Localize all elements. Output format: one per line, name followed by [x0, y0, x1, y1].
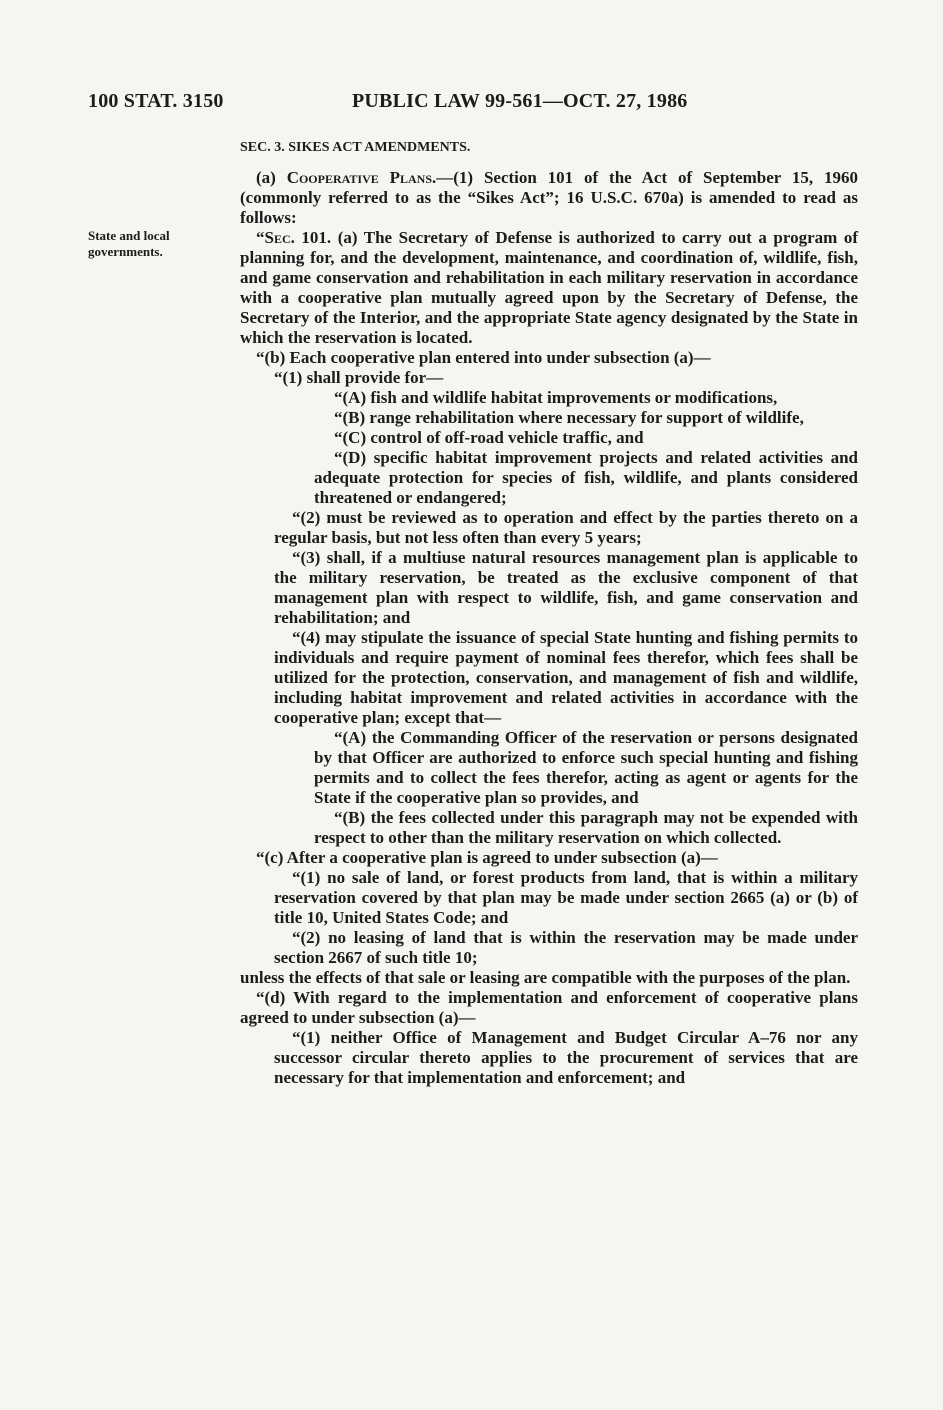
margin-note [88, 228, 218, 260]
page-header [88, 90, 868, 118]
paragraph-c-tail: unless the effects of that sale or leasing are compatible with the purposes of the plan. [240, 968, 851, 987]
paragraph-d1: “(1) neither Office of Management and Budget Circular A–76 nor any successor circular thereto applies to the procurement of services that are necessary for that implementation and enforcement; and [274, 1028, 858, 1087]
paragraph-b1C: “(C) control of off-road vehicle traffic, and [334, 428, 644, 447]
paragraph-b1D: “(D) specific habitat improvement projects and related activities and adequate protection for species of fish, wildlife, and plants considered threatened or endangered; [314, 448, 858, 507]
paragraph-b1: “(1) shall provide for— [274, 368, 444, 387]
paragraph-b4: “(4) may stipulate the issuance of special State hunting and fishing permits to individuals and require payment of nominal fees therefor, which fees shall be utilized for the protection, conservation, and management of fish and wildlife, including habitat improvement and related activities in accordance with the cooperative plan; except that— [274, 628, 858, 727]
paragraph-a-label: (a) [256, 168, 287, 187]
paragraph-b4B: “(B) the fees collected under this paragraph may not be expended with respect to other than the military reservation on which collected. [314, 808, 858, 847]
margin-note-line: State and local [88, 228, 170, 243]
paragraph-d: “(d) With regard to the implementation and enforcement of cooperative plans agreed to under subsection (a)— [240, 988, 858, 1027]
document-body [240, 138, 858, 1088]
paragraph-b2: “(2) must be reviewed as to operation and effect by the parties thereto on a regular basis, but not less often than every 5 years; [274, 508, 858, 547]
paragraph-a-text: .—(1) Section 101 of the Act of September 15, 1960 (commonly referred to as the “Sikes Act”; 16 U.S.C. 670a) is amended to read as follows: [240, 168, 859, 227]
paragraph-b3: “(3) shall, if a multiuse natural resources management plan is applicable to the military reservation, be treated as the exclusive component of that management plan with respect to wildlife, fish, and game conservation and rehabilitation; and [274, 548, 858, 627]
paragraph-b1B: “(B) range rehabilitation where necessary for support of wildlife, [334, 408, 804, 427]
paragraph-c2: “(2) no leasing of land that is within the reservation may be made under section 2667 of such title 10; [274, 928, 858, 967]
sec-101-text: . 101. (a) The Secretary of Defense is authorized to carry out a program of planning for, and the development, maintenance, and coordination of, wildlife, fish, and game conservation and rehabilitation in each military reservation in accordance with a cooperative plan mutually agreed upon by the Secretary of Defense, the Secretary of the Interior, and the appropriate State agency designated by the State in which the reservation is located. [240, 228, 858, 347]
paragraph-b1A: “(A) fish and wildlife habitat improvements or modifications, [334, 388, 778, 407]
paragraph-sec-101 [240, 228, 858, 348]
stat-citation: 100 STAT. 3150 [88, 90, 224, 112]
paragraph-c: “(c) After a cooperative plan is agreed to under subsection (a)— [256, 848, 718, 867]
paragraph-a-caps: Cooperative Plans [286, 168, 433, 187]
section-heading: SEC. 3. SIKES ACT AMENDMENTS. [240, 140, 471, 155]
paragraph-a [240, 168, 858, 228]
sec-101-label: “Sec [256, 228, 291, 247]
public-law-title: PUBLIC LAW 99-561—OCT. 27, 1986 [352, 90, 688, 112]
paragraph-b: “(b) Each cooperative plan entered into under subsection (a)— [256, 348, 711, 367]
paragraph-b4A: “(A) the Commanding Officer of the reservation or persons designated by that Officer are authorized to enforce such special hunting and fishing permits and to collect the fees therefor, acting as agent or agents for the State if the cooperative plan so provides, and [314, 728, 858, 807]
paragraph-c1: “(1) no sale of land, or forest products from land, that is within a military reservation covered by that plan may be made under section 2665 (a) or (b) of title 10, United States Code; and [274, 868, 858, 927]
margin-note-line: governments. [88, 244, 163, 259]
